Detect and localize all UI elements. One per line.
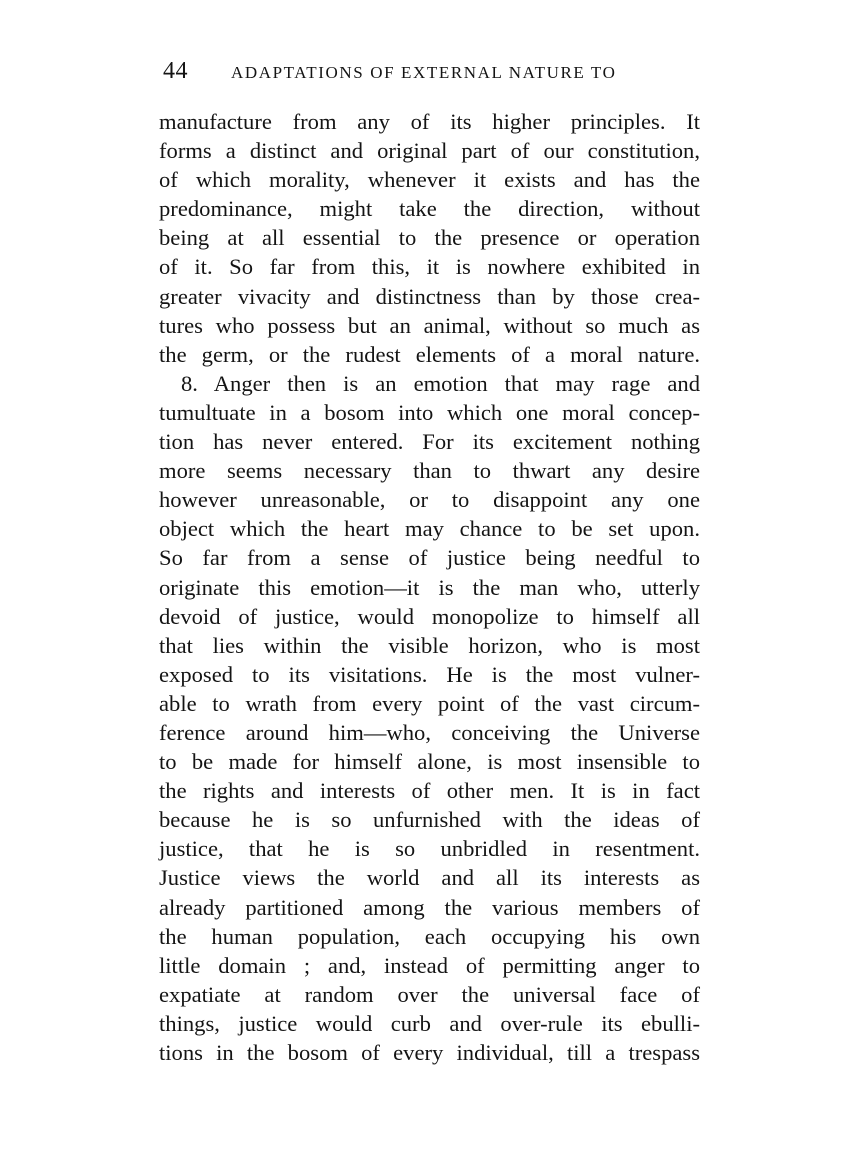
text-line: things, justice would curb and over-rule its ebulli- xyxy=(159,1010,700,1036)
text-line: So far from a sense of justice being needful to xyxy=(159,545,700,571)
text-line: that lies within the visible horizon, who is most xyxy=(159,632,700,658)
text-line: because he is so unfurnished with the ideas of xyxy=(159,807,700,833)
text-line: forms a distinct and original part of our constitution, xyxy=(159,138,700,164)
text-line: being at all essential to the presence or operation xyxy=(159,225,700,251)
text-line: already partitioned among the various members of xyxy=(159,894,700,920)
text-line: of which morality, whenever it exists and has the xyxy=(159,167,700,193)
text-line: of it. So far from this, it is nowhere exhibited in xyxy=(159,254,700,280)
text-line: the germ, or the rudest elements of a moral nature. xyxy=(159,341,700,367)
text-line: to be made for himself alone, is most insensible to xyxy=(159,749,700,775)
paragraph-start-line: 8. Anger then is an emotion that may rage and xyxy=(181,370,700,396)
page-number: 44 xyxy=(163,58,188,84)
text-line: exposed to its visitations. He is the most vulner- xyxy=(159,661,700,687)
text-line: able to wrath from every point of the vast circum- xyxy=(159,690,700,716)
text-line: manufacture from any of its higher principles. It xyxy=(159,109,700,134)
text-line: tumultuate in a bosom into which one moral concep- xyxy=(159,399,700,425)
text-line: greater vivacity and distinctness than by those crea- xyxy=(159,283,700,309)
body-text xyxy=(159,107,700,1067)
text-line: the human population, each occupying his own xyxy=(159,923,700,949)
text-line: more seems necessary than to thwart any desire xyxy=(159,458,700,484)
text-line: tures who possess but an animal, without so much as xyxy=(159,312,700,338)
text-line: object which the heart may chance to be set upon. xyxy=(159,516,700,542)
text-line: devoid of justice, would monopolize to himself all xyxy=(159,603,700,629)
text-line: however unreasonable, or to disappoint any one xyxy=(159,487,700,513)
text-line: little domain ; and, instead of permitting anger to xyxy=(159,952,700,978)
text-line: predominance, might take the direction, without xyxy=(159,196,700,222)
text-line: tion has never entered. For its excitement nothing xyxy=(159,429,700,455)
text-line: Justice views the world and all its interests as xyxy=(159,865,700,891)
text-line: ference around him—who, conceiving the Universe xyxy=(159,719,700,745)
text-line: justice, that he is so unbridled in resentment. xyxy=(159,836,700,862)
text-line: originate this emotion—it is the man who, utterly xyxy=(159,574,700,600)
running-title: ADAPTATIONS OF EXTERNAL NATURE TO xyxy=(231,63,617,82)
text-line: tions in the bosom of every individual, till a trespass xyxy=(159,1040,700,1065)
running-header xyxy=(163,58,703,92)
text-line: expatiate at random over the universal face of xyxy=(159,981,700,1007)
text-line: the rights and interests of other men. It is in fact xyxy=(159,778,700,804)
